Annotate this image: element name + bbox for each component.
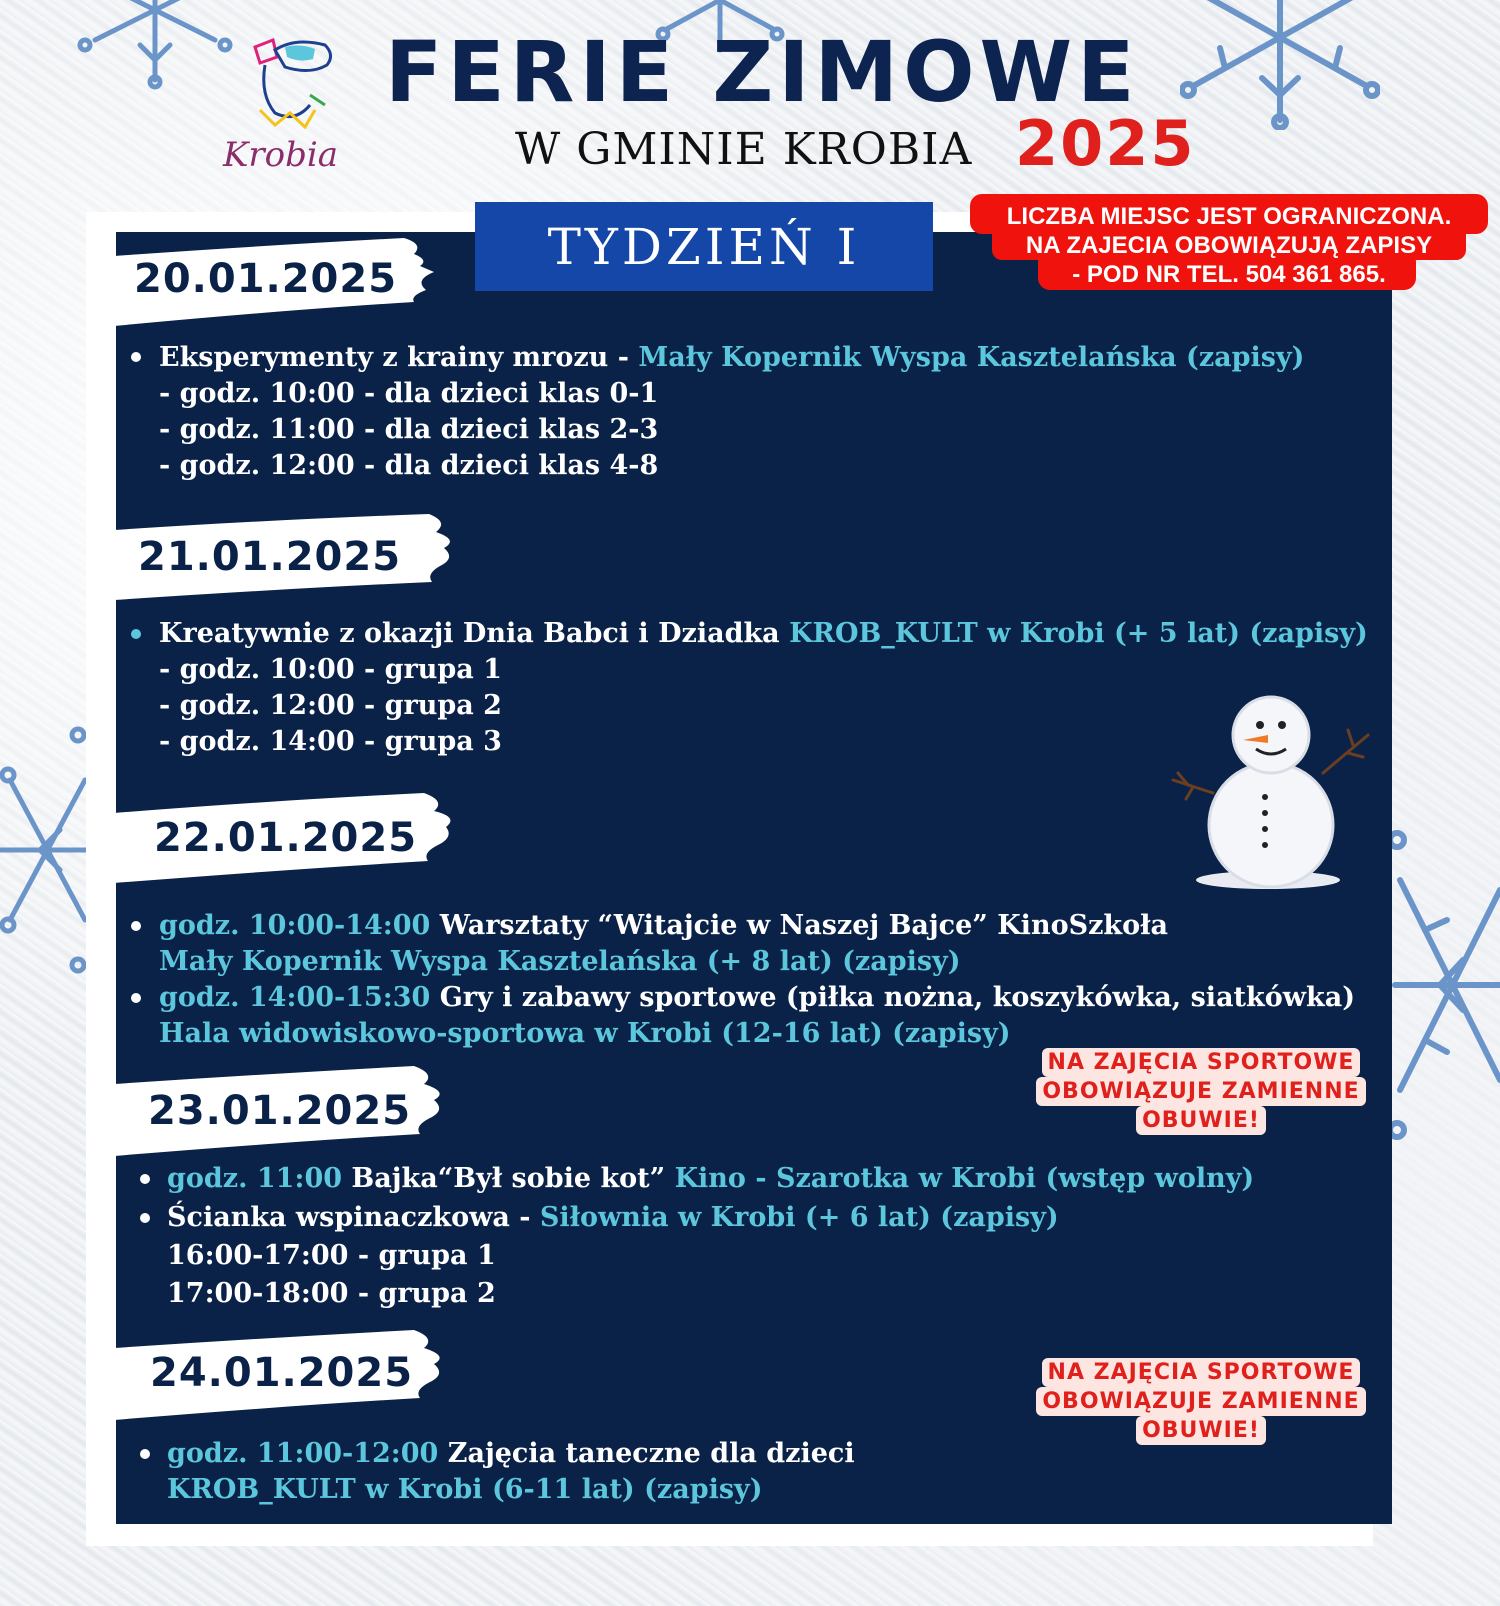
date-tag <box>114 1330 449 1420</box>
event-line: godz. 10:00-14:00 Warsztaty “Witajcie w Naszej Bajce” KinoSzkoła <box>159 910 1169 941</box>
snowflake-icon <box>0 720 90 980</box>
bullet-icon <box>131 921 141 931</box>
bullet-icon <box>131 629 141 639</box>
snowman-icon <box>1168 695 1373 890</box>
bullet-icon <box>131 993 141 1003</box>
event-line: 16:00-17:00 - grupa 1 <box>167 1240 496 1271</box>
date-tag <box>114 512 459 602</box>
event-line: - godz. 12:00 - grupa 2 <box>159 690 502 721</box>
date-tag <box>114 236 434 326</box>
date-label: 24.01.2025 <box>150 1350 414 1396</box>
note-line-3: OBUWIE! <box>1136 1106 1266 1135</box>
notice-line-2: NA ZAJECIA OBOWIĄZUJĄ ZAPISY <box>1025 232 1433 259</box>
bullet-icon <box>140 1449 150 1459</box>
event-line: Kreatywnie z okazji Dnia Babci i Dziadka KROB_KULT w Krobi (+ 5 lat) (zapisy) <box>159 618 1368 649</box>
page-title: FERIE ZIMOWE <box>385 23 1140 121</box>
event-line: Eksperymenty z krainy mrozu - Mały Kopernik Wyspa Kasztelańska (zapisy) <box>159 342 1305 373</box>
sports-shoes-note <box>1035 1048 1367 1135</box>
event-line: Ścianka wspinaczkowa - Siłownia w Krobi (+ 6 lat) (zapisy) <box>167 1202 1059 1233</box>
notice-line-1: LICZBA MIEJSC JEST OGRANICZONA. <box>1006 203 1452 230</box>
snowflake-icon <box>1385 820 1500 1150</box>
note-line-1: NA ZAJĘCIA SPORTOWE <box>1042 1048 1361 1077</box>
date-tag <box>114 1066 449 1156</box>
bullet-icon <box>131 352 141 362</box>
event-line: - godz. 12:00 - dla dzieci klas 4-8 <box>159 450 659 481</box>
date-label: 23.01.2025 <box>148 1088 412 1134</box>
date-label: 20.01.2025 <box>134 256 398 302</box>
krobia-logo <box>215 35 345 180</box>
event-line: - godz. 10:00 - dla dzieci klas 0-1 <box>159 378 659 409</box>
notice-line-3: - POD NR TEL. 504 361 865. <box>1072 261 1386 288</box>
snowflake-icon <box>1180 0 1380 130</box>
week-label: TYDZIEŃ I <box>547 217 861 276</box>
note-line-2: OBOWIĄZUJE ZAMIENNE <box>1036 1077 1365 1106</box>
event-line: - godz. 11:00 - dla dzieci klas 2-3 <box>159 414 659 445</box>
logo-text: Krobia <box>223 135 339 175</box>
event-line: Mały Kopernik Wyspa Kasztelańska (+ 8 lat) (zapisy) <box>159 946 961 977</box>
year-label: 2025 <box>1015 107 1196 180</box>
event-line: 17:00-18:00 - grupa 2 <box>167 1278 496 1309</box>
note-line-3: OBUWIE! <box>1136 1416 1266 1445</box>
event-line: godz. 11:00 Bajka“Był sobie kot” Kino - Szarotka w Krobi (wstęp wolny) <box>167 1163 1255 1194</box>
event-line: godz. 11:00-12:00 Zajęcia taneczne dla dzieci <box>167 1438 855 1469</box>
date-label: 22.01.2025 <box>154 815 418 861</box>
event-line: KROB_KULT w Krobi (6-11 lat) (zapisy) <box>167 1474 763 1505</box>
registration-notice <box>970 194 1488 294</box>
event-line: - godz. 14:00 - grupa 3 <box>159 726 502 757</box>
date-tag <box>114 793 459 883</box>
snowflake-icon <box>75 0 235 90</box>
event-line: - godz. 10:00 - grupa 1 <box>159 654 502 685</box>
logo-emblem-icon <box>215 35 345 145</box>
event-line: godz. 14:00-15:30 Gry i zabawy sportowe (piłka nożna, koszykówka, siatkówka) <box>159 982 1355 1013</box>
bullet-icon <box>140 1213 150 1223</box>
note-line-2: OBOWIĄZUJE ZAMIENNE <box>1036 1387 1365 1416</box>
page-subtitle: W GMINIE KROBIA <box>515 124 973 175</box>
week-banner <box>475 202 933 291</box>
event-line: Hala widowiskowo-sportowa w Krobi (12-16 lat) (zapisy) <box>159 1018 1011 1049</box>
date-label: 21.01.2025 <box>138 534 402 580</box>
sports-shoes-note <box>1035 1358 1367 1445</box>
bullet-icon <box>140 1174 150 1184</box>
note-line-1: NA ZAJĘCIA SPORTOWE <box>1042 1358 1361 1387</box>
